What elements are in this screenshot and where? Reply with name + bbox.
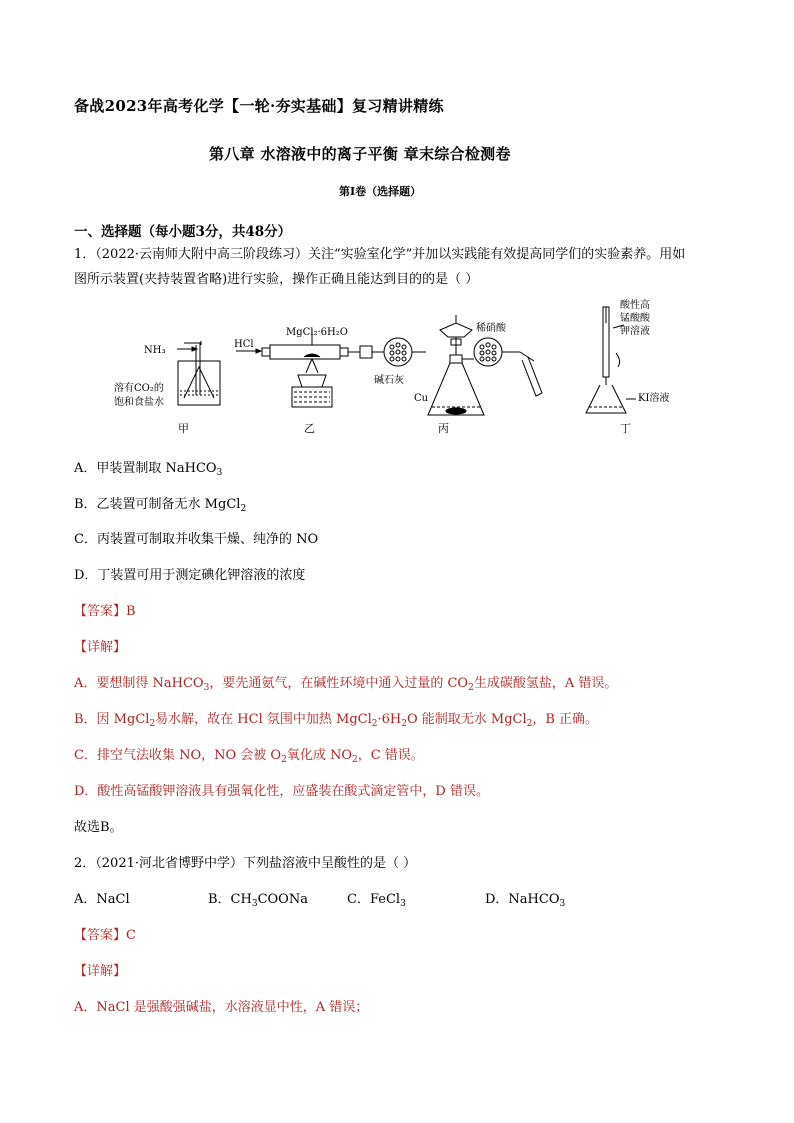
yi-solid: MgCl₂·6H₂O [286,327,348,338]
q2-option-a[interactable]: A．NaCl [74,892,130,907]
q2-detail-label: 【详解】 [74,964,127,979]
q1-option-b-text: B．乙装置可制备无水 MgCl [74,497,241,512]
explain-b-sub1: 2 [149,719,156,729]
document-title: 备战2023年高考化学【一轮·夯实基础】复习精讲精练 [74,97,444,115]
explain-a-sub1: 3 [203,683,210,693]
q1-option-c[interactable]: C．丙装置可制取并收集干燥、纯净的 NO [74,532,319,547]
ding-reagent-1: 酸性高 [620,300,650,311]
ding-reagent-3: 钾溶液 [620,326,650,337]
yi-caption: 乙 [304,422,315,435]
explain-b-sub3: 2 [401,719,407,729]
q1-conclusion: 故选B。 [74,820,123,835]
q1-option-d[interactable]: D．丁装置可用于测定碘化钾溶液的浓度 [74,568,306,583]
q2-c-part1: C．FeCl [347,892,401,907]
q2-stem: 2．（2021·河北省博野中学）下列盐溶液中呈酸性的是（ ） [74,856,417,871]
yi-dry: 碱石灰 [374,375,404,386]
q1-stem-line2: 图所示装置(夹持装置省略)进行实验，操作正确且能达到目的的是（ ） [74,272,479,287]
q2-b-part1: B．CH [208,892,252,907]
q2-option-d[interactable] [485,888,565,907]
q1-option-a-text: A．甲装置制取 NaHCO [74,461,217,476]
q1-stem-line1: 1．（2022·云南师大附中高三阶段练习）关注“实验室化学”并加以实践能有效提高同学们的实验素养。用如 [74,247,686,262]
explain-c-part2: 氧化成 NO [286,748,352,763]
q1-explain-c [74,744,424,763]
apparatus-figure [100,295,700,440]
q2-b-part2: COONa [257,892,308,907]
q1-explain-d: D．酸性高锰酸钾溶液具有强氧化性，应盛装在酸式滴定管中，D 错误。 [74,784,489,799]
q2-option-b[interactable] [208,888,308,907]
explain-b-part4: O 能制取无水 MgCl [406,712,527,727]
q2-d-part1: D．NaHCO [485,892,560,907]
explain-b-part2: 易水解，故在 HCl 氛围中加热 MgCl [155,712,372,727]
yi-gas: HCl [234,339,254,350]
explain-b-sub4: 2 [526,719,533,729]
explain-a-part1: A．要想制得 NaHCO [74,676,204,691]
ding-caption: 丁 [620,422,631,435]
q1-detail-label: 【详解】 [74,640,127,655]
explain-b-part1: B．因 MgCl [74,712,150,727]
q1-answer: 【答案】B [74,604,136,619]
explain-c-sub1: 2 [281,755,287,765]
jia-solution-1: 溶有CO₂的 [114,383,164,394]
q2-d-sub: 3 [559,899,566,909]
bing-caption: 丙 [438,422,449,435]
chapter-title: 第八章 水溶液中的离子平衡 章末综合检测卷 [209,145,511,163]
explain-b-part5: ，B 正确。 [532,712,599,727]
explain-c-part3: ，C 错误。 [357,748,424,763]
explain-c-part1: C．排空气法收集 NO，NO 会被 O [74,748,282,763]
explain-a-part2: ，要先通氨气，在碱性环境中通入过量的 CO [209,676,469,691]
q1-option-b[interactable] [74,493,246,512]
explain-c-sub2: 2 [351,755,358,765]
q1-option-a-sub: 3 [216,468,223,478]
explain-b-part3: ·6H [377,712,402,727]
q1-explain-b [74,708,598,727]
q2-b-sub: 3 [251,899,258,909]
q2-answer: 【答案】C [74,928,136,943]
q1-option-a[interactable] [74,457,222,476]
bing-acid: 稀硝酸 [476,323,506,334]
q2-explain-a: A．NaCl 是强酸强碱盐，水溶液显中性，A 错误； [74,1000,369,1015]
jia-solution-2: 饱和食盐水 [114,397,164,408]
explain-a-part3: 生成碳酸氢盐，A 错误。 [473,676,618,691]
volume-title: 第Ⅰ卷（选择题） [339,185,422,198]
explain-b-sub2: 2 [371,719,378,729]
bing-metal: Cu [414,393,429,404]
ding-reagent-2: 锰酸酸 [620,313,650,324]
ding-solution: KI溶液 [638,393,670,404]
q1-explain-a [74,672,617,691]
q1-option-b-sub: 2 [240,504,247,514]
q2-c-sub: 3 [400,899,406,909]
section-heading: 一、选择题（每小题3分，共48分） [74,224,292,240]
jia-reagent: NH₃ [144,345,166,356]
q2-option-c[interactable] [347,888,406,907]
explain-a-sub2: 2 [468,683,474,693]
jia-caption: 甲 [178,422,189,435]
